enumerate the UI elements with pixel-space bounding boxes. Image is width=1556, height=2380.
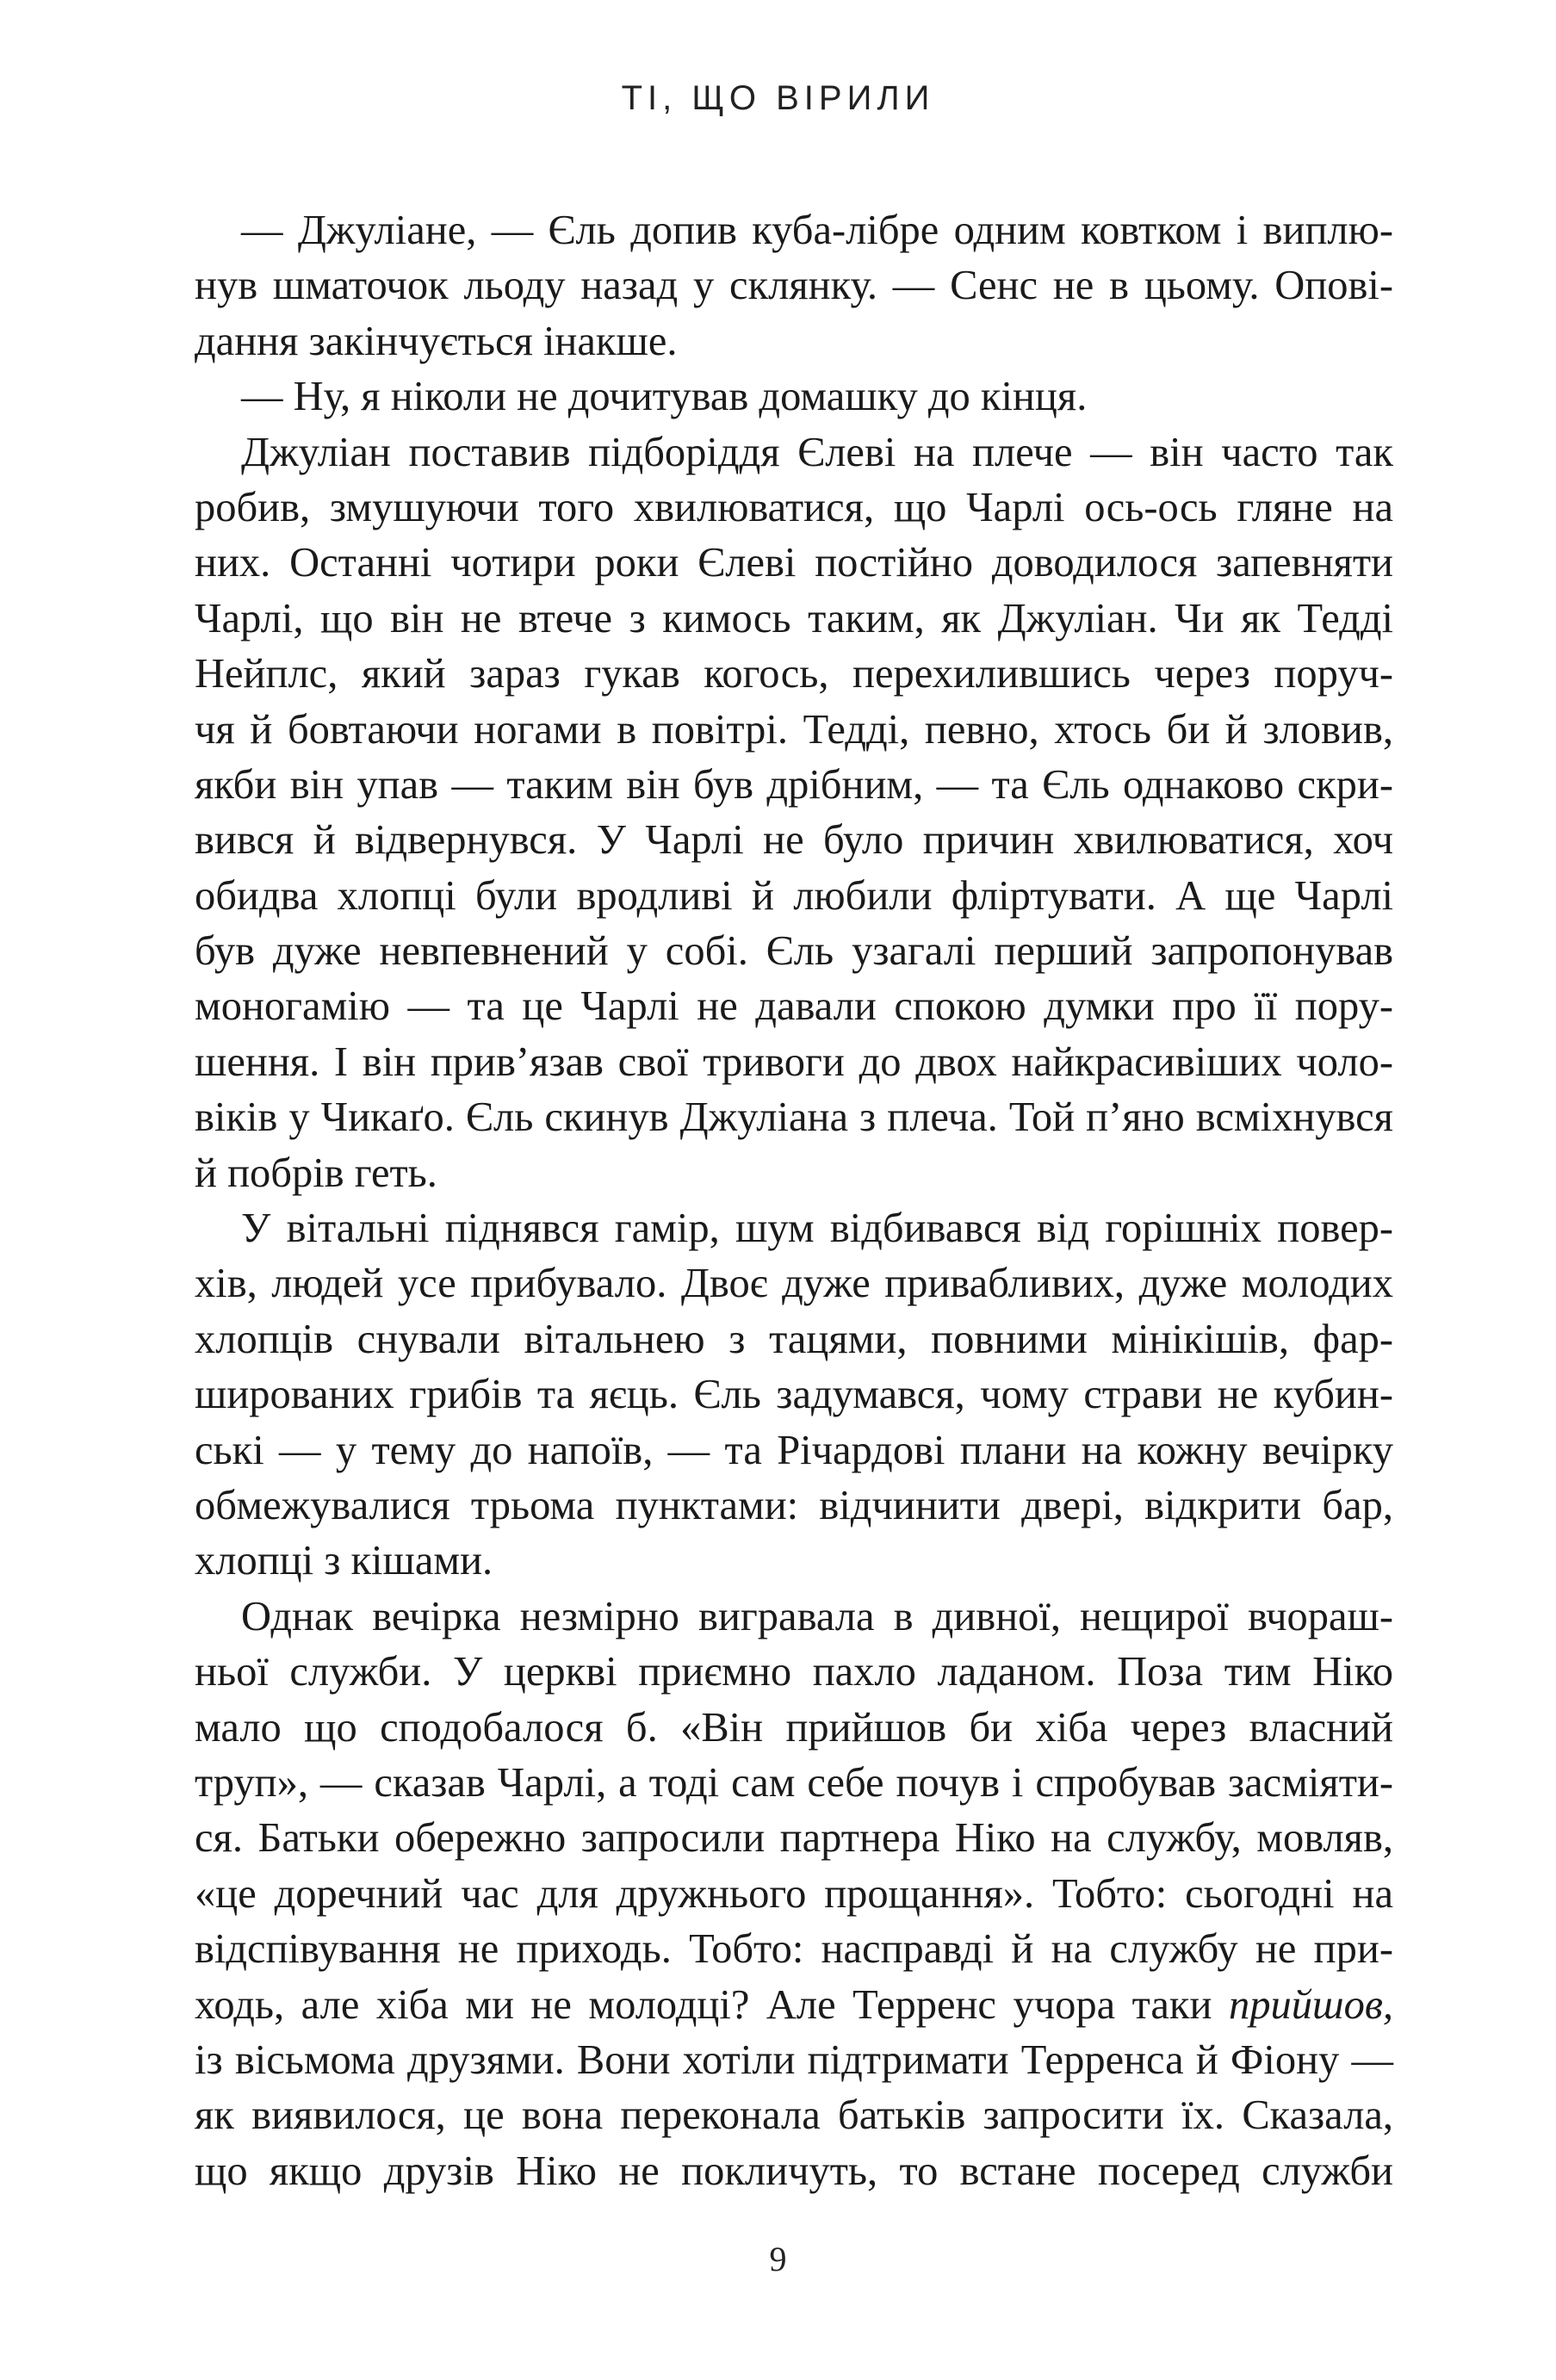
text-run: ходь, але хіба ми не молодці? Але Терренс учора таки bbox=[195, 1981, 1229, 2028]
text-line: Однак вечірка незмірно вигравала в дивної, нещирої вчораш- bbox=[241, 1593, 1393, 1639]
text-line: обидва хлопці були вродливі й любили фліртувати. А ще Чарлі bbox=[195, 872, 1393, 919]
text-line: труп», — сказав Чарлі, а тоді сам себе почув і спробував засміяти- bbox=[195, 1759, 1393, 1806]
text-line: дання закінчується інакше. bbox=[195, 318, 678, 364]
text-line: «це доречний час для дружнього прощання». Тобто: сьогодні на bbox=[195, 1870, 1393, 1917]
paragraph bbox=[195, 1201, 1393, 1590]
text-line: із вісьмома друзями. Вони хотіли підтримати Терренса й Фіону — bbox=[195, 2036, 1393, 2083]
text-line: Чарлі, що він не втече з кимось таким, як Джуліан. Чи як Тедді bbox=[195, 595, 1393, 641]
body-text bbox=[195, 203, 1393, 2199]
text-line: вився й відвернувся. У Чарлі не було причин хвилюватися, хоч bbox=[195, 817, 1393, 864]
text-line: шированих грибів та яєць. Єль задумався, чому страви не кубин- bbox=[195, 1372, 1393, 1418]
text-line: був дуже невпевнений у собі. Єль узагалі перший запропонував bbox=[195, 928, 1393, 975]
page-number: 9 bbox=[769, 2240, 787, 2278]
text-line: шення. І він прив’язав свої тривоги до двох найкрасивіших чоло- bbox=[195, 1038, 1393, 1085]
text-line: нув шматочок льоду назад у склянку. — Сенс не в цьому. Опові- bbox=[195, 263, 1393, 309]
text-line: моногамію — та це Чарлі не давали спокою думки про її пору- bbox=[195, 983, 1393, 1030]
text-line: й побрів геть. bbox=[195, 1150, 437, 1196]
text-line: що якщо друзів Ніко не покличуть, то встане посеред служби bbox=[195, 2148, 1393, 2194]
italic-word: прийшов, bbox=[1228, 1981, 1393, 2028]
text-line: них. Останні чотири роки Єлеві постійно доводилося запевняти bbox=[195, 540, 1393, 586]
paragraph bbox=[195, 369, 1393, 425]
text-line: У вітальні піднявся гамір, шум відбивався від горішніх повер- bbox=[241, 1205, 1393, 1252]
text-line: віків у Чикаґо. Єль скинув Джуліана з плеча. Той п’яно всміхнувся bbox=[195, 1094, 1393, 1141]
text-line: ські — у тему до напоїв, — та Річардові плани на кожну вечірку bbox=[195, 1427, 1393, 1473]
text-line: чя й бовтаючи ногами в повітрі. Тедді, певно, хтось би й зловив, bbox=[195, 706, 1393, 753]
paragraph bbox=[195, 203, 1393, 369]
text-line: мало що сподобалося б. «Він прийшов би хіба через власний bbox=[195, 1704, 1393, 1751]
text-line: Нейплс, який зараз гукав когось, перехилившись через поруч- bbox=[195, 651, 1393, 697]
text-line: відспівування не приходь. Тобто: насправді й на службу не при- bbox=[195, 1926, 1393, 1973]
text-line: як виявилося, це вона переконала батьків запросити їх. Сказала, bbox=[195, 2092, 1393, 2139]
text-line: хлопці з кішами. bbox=[195, 1538, 493, 1584]
text-line: обмежувалися трьома пунктами: відчинити двері, відкрити бар, bbox=[195, 1482, 1393, 1528]
paragraph bbox=[195, 425, 1393, 1201]
text-line: — Ну, я ніколи не дочитував домашку до кінця. bbox=[241, 374, 1088, 420]
text-line: ся. Батьки обережно запросили партнера Ніко на службу, мовляв, bbox=[195, 1815, 1393, 1862]
paragraph bbox=[195, 1590, 1393, 2199]
text-line: хів, людей усе прибувало. Двоє дуже привабливих, дуже молодих bbox=[195, 1261, 1393, 1307]
text-line: — Джуліане, — Єль допив куба-лібре одним ковтком і виплю- bbox=[241, 208, 1393, 253]
running-head: ТІ, ЩО ВІРИЛИ bbox=[621, 79, 935, 117]
text-line: ньої служби. У церкві приємно пахло ладаном. Поза тим Ніко bbox=[195, 1649, 1393, 1695]
text-line: якби він упав — таким він був дрібним, — та Єль однаково скри- bbox=[195, 761, 1393, 808]
text-line: Джуліан поставив підборіддя Єлеві на плече — він часто так bbox=[241, 429, 1393, 475]
text-line: хлопців снували вітальнею з тацями, повними мінікішів, фар- bbox=[195, 1316, 1393, 1362]
text-line: робив, змушуючи того хвилюватися, що Чарлі ось-ось гляне на bbox=[195, 484, 1393, 530]
text-line-with-italic bbox=[195, 1978, 1393, 2033]
